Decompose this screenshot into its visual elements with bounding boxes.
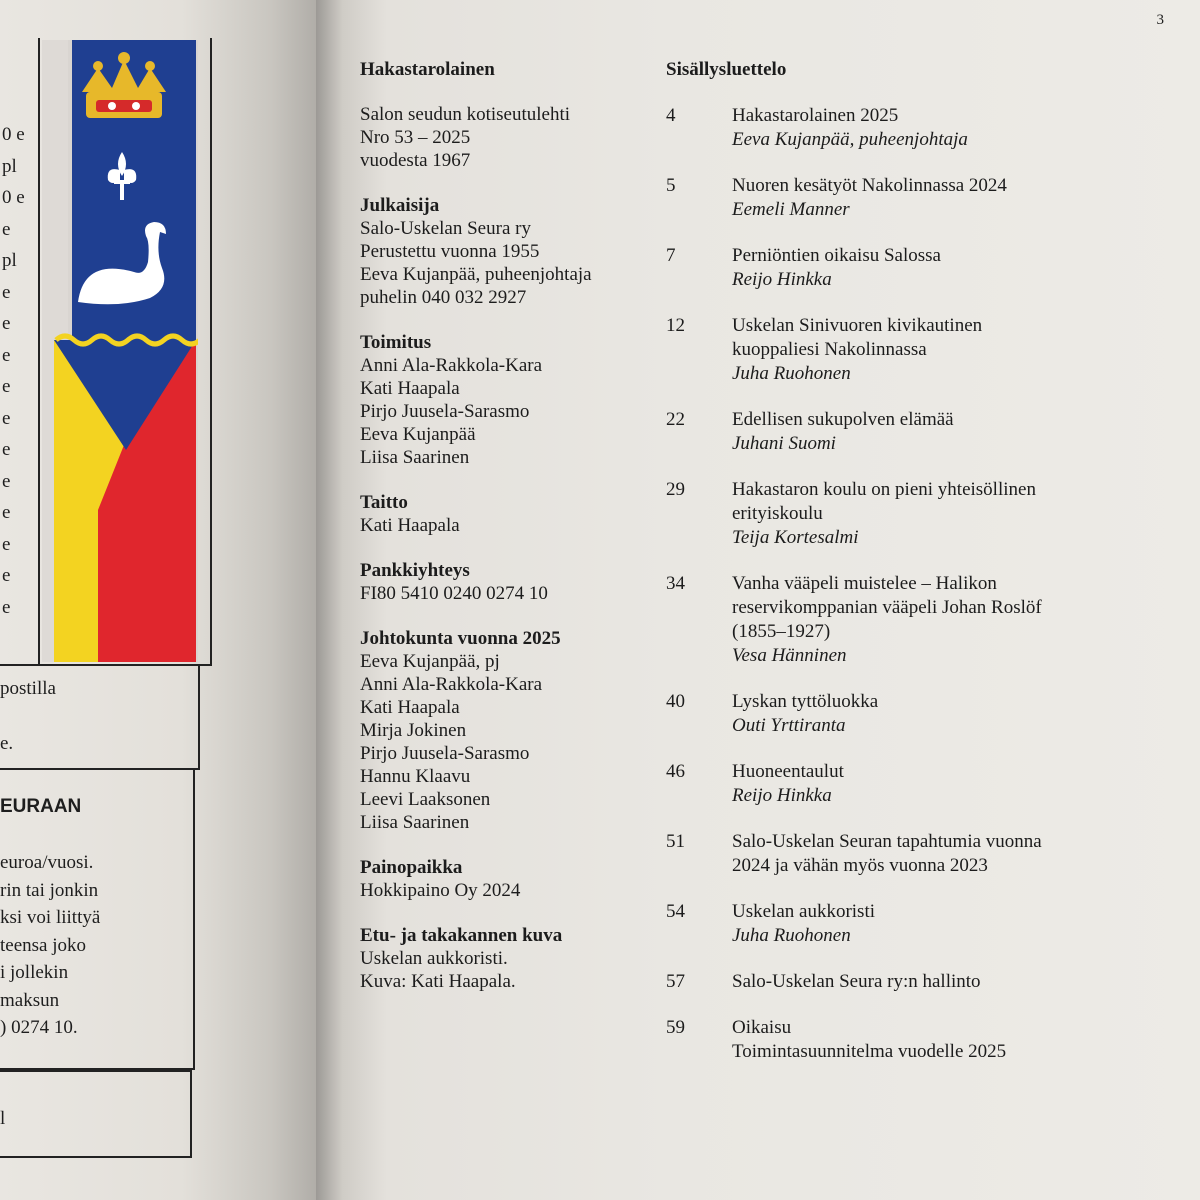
toc-article-title-line: Salo-Uskelan Seuran tapahtumia vuonna [732, 831, 1042, 852]
toc-article-author: Vesa Hänninen [732, 645, 847, 666]
left-fragment-line: l [0, 1108, 6, 1129]
toc-page-number: 59 [666, 1017, 685, 1038]
toc-entry [666, 174, 1166, 222]
left-fragment-line: e [2, 502, 11, 523]
toc-article-title-line: Nuoren kesätyöt Nakolinnassa 2024 [732, 175, 1007, 196]
toc-entry-text [732, 244, 1166, 292]
toc-article-title-line: Hakastaron koulu on pieni yhteisöllinen [732, 479, 1036, 500]
toc-entries [666, 104, 1166, 1064]
colophon-section-line: Anni Ala-Rakkola-Kara [360, 355, 543, 376]
toc-title: Sisällysluettelo [666, 59, 787, 80]
colophon-section-line: Pirjo Juusela-Sarasmo [360, 401, 530, 422]
join-text-line: i jollekin [0, 962, 69, 983]
colophon-section-line: Hokkipaino Oy 2024 [360, 880, 521, 901]
left-fragment-line: e [2, 470, 11, 492]
toc-article-author: Reijo Hinkka [732, 269, 832, 290]
toc-article-title-line: Oikaisu [732, 1017, 792, 1038]
left-fragment-line: pl [2, 250, 17, 271]
colophon-section [360, 924, 650, 993]
left-fragment-line: e [2, 565, 11, 586]
colophon-section-line: Pirjo Juusela-Sarasmo [360, 743, 530, 764]
colophon-section [360, 559, 650, 605]
join-text-line: maksun [0, 989, 60, 1011]
colophon-section-line: Kati Haapala [360, 697, 460, 718]
toc-page-number: 57 [666, 971, 685, 992]
toc-page-number: 29 [666, 479, 685, 500]
toc-page-number: 5 [666, 175, 676, 196]
left-fragment-line: e. [0, 733, 14, 754]
colophon-section-line: Liisa Saarinen [360, 447, 470, 468]
toc-page-number: 54 [666, 901, 685, 922]
toc-entry [666, 1016, 1166, 1064]
left-page-table-bottom [0, 1070, 192, 1158]
toc-entry [666, 970, 1166, 994]
colophon-section-line: Kati Haapala [360, 515, 460, 536]
colophon-section-heading: Taitto [360, 492, 408, 513]
page-number: 3 [1156, 12, 1164, 28]
uskela-banner-image [42, 40, 198, 662]
toc-entry-text [732, 104, 1166, 152]
toc-article-title-line: Uskelan aukkoristi [732, 901, 876, 922]
join-heading: EURAAN [0, 796, 82, 817]
toc-entry [666, 408, 1166, 456]
left-fragment-line: e [2, 218, 11, 240]
table-of-contents [666, 58, 1166, 1086]
left-fragment-line: e [2, 596, 11, 618]
colophon-section-heading: Toimitus [360, 332, 432, 353]
toc-article-author: Teija Kortesalmi [732, 527, 859, 548]
colophon-section-heading: Pankkiyhteys [360, 560, 470, 581]
colophon [360, 58, 650, 1015]
left-fragment-line: e [2, 407, 11, 429]
join-text-line: euroa/vuosi. [0, 852, 94, 873]
colophon-section-line: Hannu Klaavu [360, 766, 471, 787]
left-fragment-line: e [2, 376, 11, 397]
toc-page-number: 4 [666, 105, 676, 126]
colophon-section [360, 491, 650, 537]
colophon-section-line: Eeva Kujanpää [360, 424, 476, 445]
colophon-section-line: Perustettu vuonna 1955 [360, 241, 540, 262]
toc-article-title-line: Uskelan Sinivuoren kivikautinen [732, 315, 983, 336]
colophon-section-heading: Julkaisija [360, 195, 440, 216]
toc-article-title-line: (1855–1927) [732, 621, 831, 642]
toc-entry [666, 900, 1166, 948]
toc-page-number: 34 [666, 573, 685, 594]
colophon-intro-line: vuodesta 1967 [360, 150, 471, 171]
toc-entry-text [732, 900, 1166, 948]
toc-entry [666, 760, 1166, 808]
toc-article-author: Eeva Kujanpää, puheenjohtaja [732, 129, 968, 150]
toc-page-number: 22 [666, 409, 685, 430]
toc-entry-text [732, 478, 1166, 550]
colophon-title: Hakastarolainen [360, 59, 495, 80]
colophon-sections [360, 194, 650, 993]
toc-entry-text [732, 970, 1166, 994]
colophon-section-line: Leevi Laaksonen [360, 789, 491, 810]
toc-article-title-line: Lyskan tyttöluokka [732, 691, 879, 712]
colophon-section [360, 194, 650, 309]
toc-entry-text [732, 1016, 1166, 1064]
toc-page-number: 46 [666, 761, 685, 782]
colophon-intro [360, 103, 650, 172]
join-text-line: ) 0274 10. [0, 1017, 78, 1038]
colophon-section-line: Eeva Kujanpää, puheenjohtaja [360, 264, 592, 285]
join-text-line: ksi voi liittyä [0, 907, 101, 928]
toc-article-title-line: Vanha vääpeli muistelee – Halikon [732, 573, 997, 594]
left-fragment-line: e [2, 439, 11, 460]
left-fragment-line: e [2, 344, 11, 366]
colophon-section-line: Eeva Kujanpää, pj [360, 651, 500, 672]
toc-entry [666, 478, 1166, 550]
toc-article-author: Outi Yrttiranta [732, 715, 846, 736]
toc-article-title-line: kuoppaliesi Nakolinnassa [732, 339, 927, 360]
toc-entry-text [732, 760, 1166, 808]
toc-article-author: Reijo Hinkka [732, 785, 832, 806]
toc-entry-text [732, 314, 1166, 386]
colophon-section-line: FI80 5410 0240 0274 10 [360, 583, 548, 604]
colophon-intro-line: Salon seudun kotiseutulehti [360, 104, 571, 125]
colophon-intro-line: Nro 53 – 2025 [360, 127, 471, 148]
left-fragment-line: postilla [0, 678, 56, 699]
toc-entry [666, 690, 1166, 738]
join-text-line: teensa joko [0, 934, 87, 956]
toc-article-author: Eemeli Manner [732, 199, 850, 220]
colophon-section [360, 331, 650, 469]
toc-article-author: Juhani Suomi [732, 433, 836, 454]
colophon-section-line: Kati Haapala [360, 378, 460, 399]
toc-article-author: Juha Ruohonen [732, 925, 851, 946]
toc-page-number: 7 [666, 245, 676, 266]
left-page [0, 0, 330, 1200]
toc-article-title-line: Edellisen sukupolven elämää [732, 409, 954, 430]
toc-entry [666, 830, 1166, 878]
toc-entry-text [732, 174, 1166, 222]
toc-entry-text [732, 408, 1166, 456]
colophon-section-line: Salo-Uskelan Seura ry [360, 218, 531, 239]
colophon-section-line: Uskelan aukkoristi. [360, 948, 508, 969]
toc-article-title-line: Toimintasuunnitelma vuodelle 2025 [732, 1041, 1007, 1062]
colophon-section-line: Anni Ala-Rakkola-Kara [360, 674, 543, 695]
toc-article-title-line: reservikomppanian vääpeli Johan Roslöf [732, 597, 1042, 618]
left-fragment-line: e [2, 313, 11, 334]
toc-article-title-line: 2024 ja vähän myös vuonna 2023 [732, 855, 988, 876]
toc-article-author: Juha Ruohonen [732, 363, 851, 384]
left-fragment-line: e [2, 533, 11, 555]
toc-entry [666, 572, 1166, 668]
toc-entry-text [732, 830, 1166, 878]
colophon-section-heading: Painopaikka [360, 857, 463, 878]
toc-entry-text [732, 690, 1166, 738]
colophon-section-line: Mirja Jokinen [360, 720, 467, 741]
left-fragment-line: pl [2, 155, 17, 177]
toc-article-title-line: Perniöntien oikaisu Salossa [732, 245, 941, 266]
toc-article-title-line: Hakastarolainen 2025 [732, 105, 899, 126]
toc-page-number: 12 [666, 315, 685, 336]
toc-article-title-line: erityiskoulu [732, 503, 823, 524]
toc-page-number: 40 [666, 691, 685, 712]
colophon-section-line: Kuva: Kati Haapala. [360, 971, 516, 992]
colophon-section-line: puhelin 040 032 2927 [360, 287, 527, 308]
colophon-section [360, 627, 650, 834]
join-text-line: rin tai jonkin [0, 879, 99, 901]
left-page-column-divider [38, 38, 40, 664]
banner-flag-graphic [42, 40, 198, 662]
colophon-section-line: Liisa Saarinen [360, 812, 470, 833]
toc-page-number: 51 [666, 831, 685, 852]
toc-entry [666, 314, 1166, 386]
left-fragment-line: 0 e [2, 124, 25, 145]
toc-entry-text [732, 572, 1166, 668]
colophon-section-heading: Etu- ja takakannen kuva [360, 925, 563, 946]
toc-article-title-line: Huoneentaulut [732, 761, 844, 782]
left-fragment-line: 0 e [2, 187, 25, 208]
toc-article-title-line: Salo-Uskelan Seura ry:n hallinto [732, 971, 981, 992]
colophon-section [360, 856, 650, 902]
toc-entry [666, 244, 1166, 292]
toc-entry [666, 104, 1166, 152]
colophon-section-heading: Johtokunta vuonna 2025 [360, 628, 561, 649]
left-fragment-line: e [2, 281, 11, 303]
